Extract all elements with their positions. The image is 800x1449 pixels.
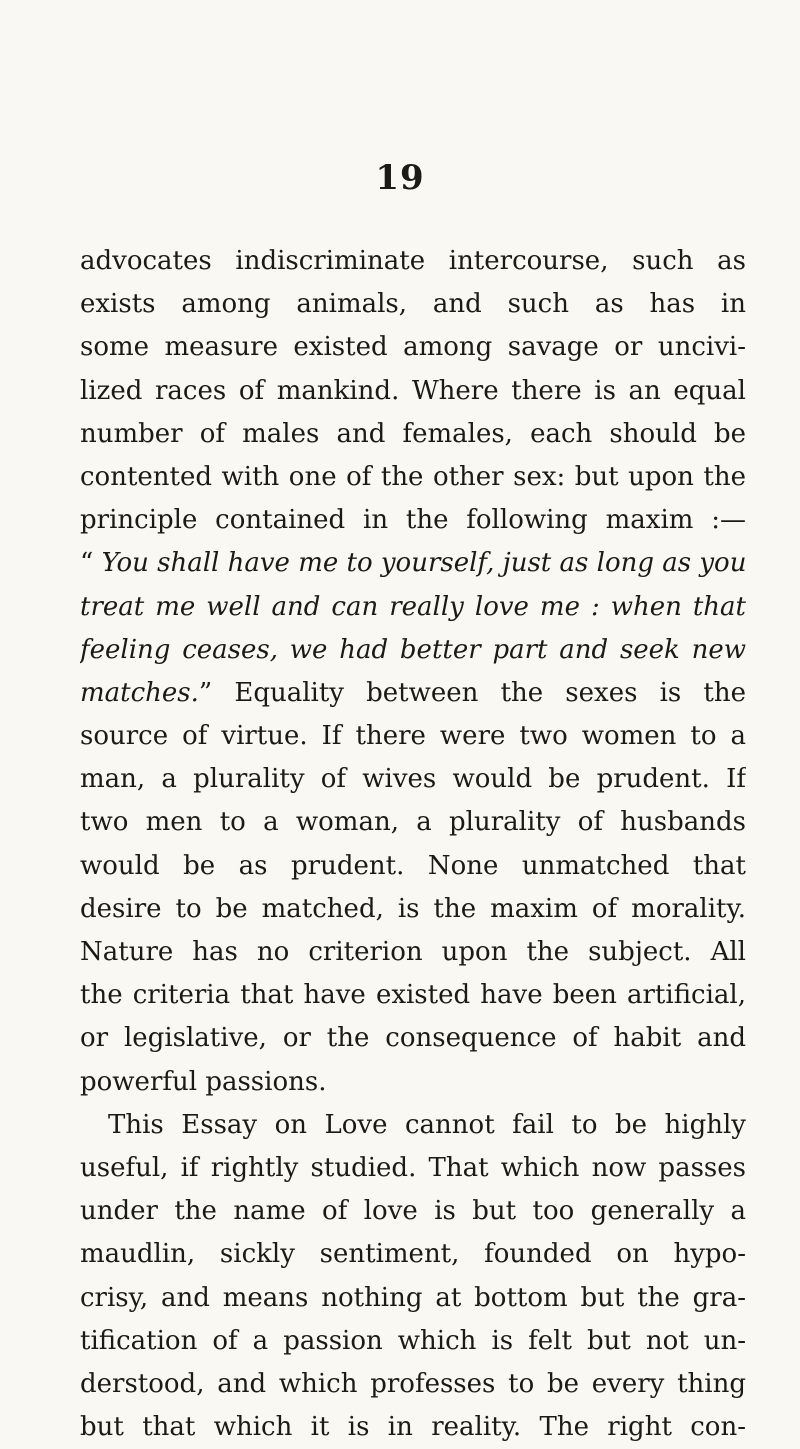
maxim-italic-2: treat me well and can really love me : when that <box>80 591 746 622</box>
text-line-24: maudlin, sickly sentiment, founded on hypo- <box>80 1239 746 1270</box>
text-line-16: desire to be matched, is the maxim of morality. <box>80 893 746 924</box>
text-line-28: but that which it is in reality. The right con- <box>80 1412 746 1443</box>
maxim-italic-3: feeling ceases, we had better part and seek new <box>80 634 746 665</box>
text-line-25: crisy, and means nothing at bottom but the gra- <box>80 1282 746 1313</box>
maxim-italic-1: You shall have me to yourself, just as long as you <box>101 548 746 579</box>
text-line-2: exists among animals, and such as has in <box>80 289 746 320</box>
text-line-8 <box>80 542 746 585</box>
maxim-italic-4: matches. <box>80 677 199 708</box>
text-line-14: two men to a woman, a plurality of husbands <box>80 807 746 838</box>
text-line-15: would be as prudent. None unmatched that <box>80 850 746 881</box>
text-line-18: the criteria that have existed have been artificial, <box>80 980 746 1011</box>
text-line-21: This Essay on Love cannot fail to be highly <box>108 1109 746 1140</box>
text-line-4: lized races of mankind. Where there is an equal <box>80 375 746 406</box>
text-line-9 <box>80 586 746 629</box>
text-line-11 <box>80 672 746 715</box>
text-line-6: contented with one of the other sex: but upon the <box>80 461 746 492</box>
text-line-5: number of males and females, each should be <box>80 418 746 449</box>
text-line-27: derstood, and which professes to be every thing <box>80 1368 746 1399</box>
text-after-maxim: ” Equality between the sexes is the <box>198 677 746 708</box>
text-line-13: man, a plurality of wives would be prudent. If <box>80 764 746 795</box>
body-text <box>80 240 746 1449</box>
text-line-20: powerful passions. <box>80 1066 327 1097</box>
text-line-23: under the name of love is but too generally a <box>80 1196 746 1227</box>
text-line-10 <box>80 629 746 672</box>
quote-open: “ <box>80 548 102 579</box>
text-line-1: advocates indiscriminate intercourse, such as <box>80 246 746 276</box>
text-line-7: principle contained in the following maxim :— <box>80 505 746 536</box>
text-line-22: useful, if rightly studied. That which now passes <box>80 1152 746 1183</box>
text-line-26: tification of a passion which is felt but not un- <box>80 1325 746 1356</box>
text-line-19: or legislative, or the consequence of habit and <box>80 1023 746 1054</box>
text-line-17: Nature has no criterion upon the subject. All <box>80 937 746 967</box>
text-line-3: some measure existed among savage or uncivi- <box>80 332 746 363</box>
page-number: 19 <box>375 158 425 198</box>
text-line-12: source of virtue. If there were two women to a <box>80 721 746 752</box>
